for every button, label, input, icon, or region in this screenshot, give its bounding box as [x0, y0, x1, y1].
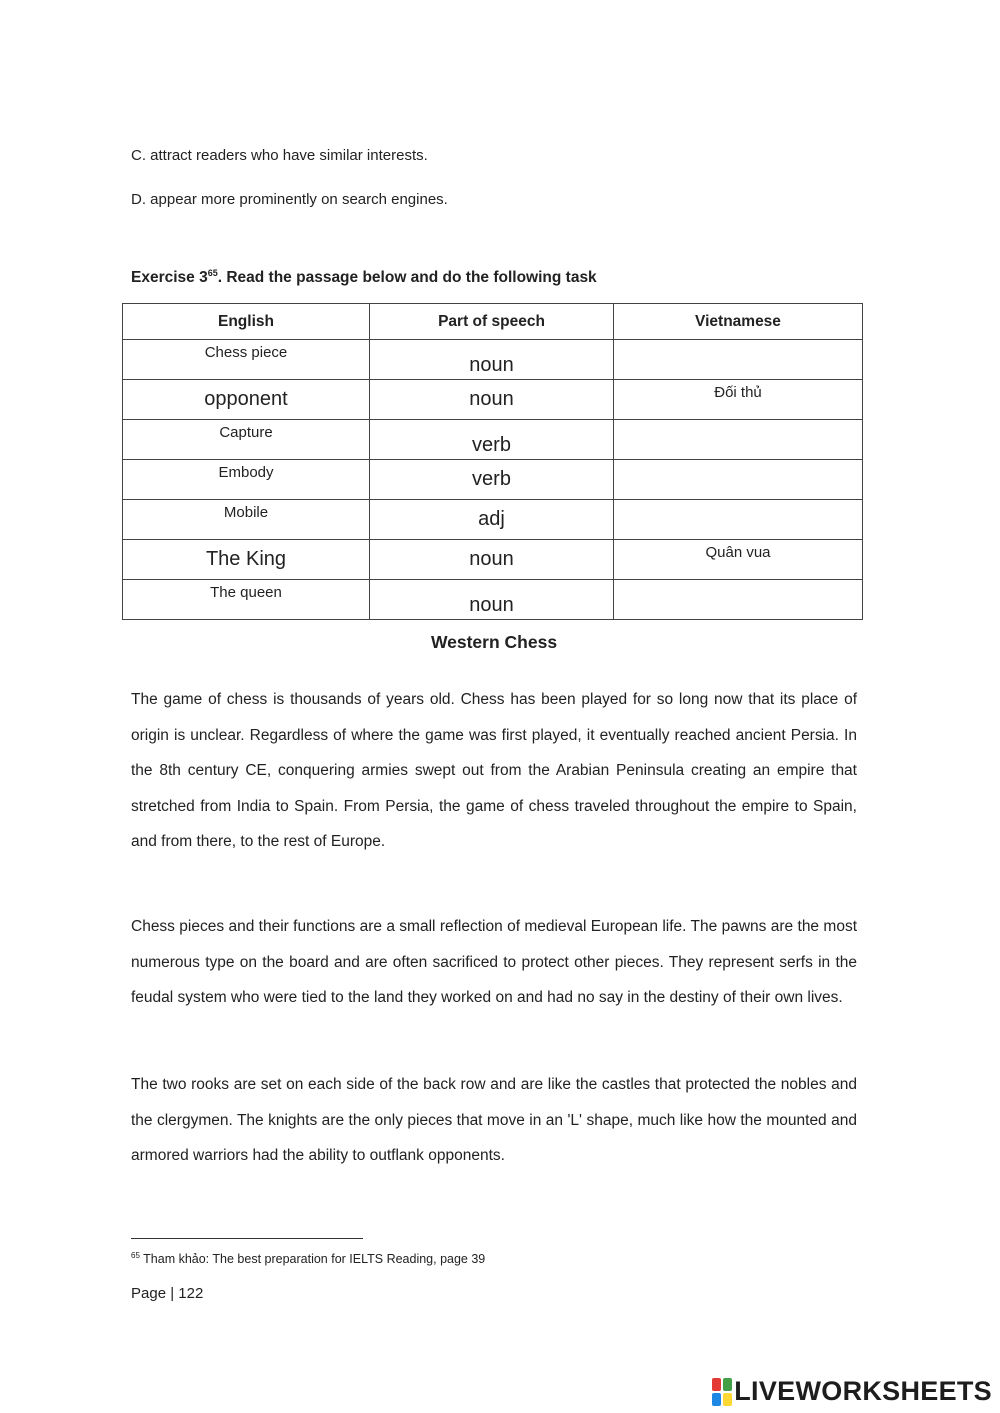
- logo-square-green: [723, 1378, 732, 1391]
- cell-english: Mobile: [123, 500, 370, 540]
- cell-part-of-speech[interactable]: verb: [370, 420, 614, 460]
- exercise-label: Exercise 3: [131, 269, 208, 287]
- table-row: [123, 500, 863, 540]
- logo-square-blue: [712, 1393, 721, 1406]
- cell-english: The queen: [123, 580, 370, 620]
- header-part-of-speech: Part of speech: [370, 304, 614, 340]
- cell-vietnamese: Quân vua: [614, 540, 863, 580]
- exercise-instruction: . Read the passage below and do the following task: [217, 269, 597, 287]
- option-c: C. attract readers who have similar interests.: [131, 147, 428, 164]
- cell-part-of-speech[interactable]: noun: [370, 580, 614, 620]
- footnote-text: Tham khảo: The best preparation for IELTS Reading, page 39: [139, 1252, 486, 1267]
- paragraph-1: The game of chess is thousands of years old. Chess has been played for so long now that its place of origin is unclear. Regardless of where the game was first played, it eventually reached ancient Persia. In the 8th century CE, conquering armies swept out from the Arabian Peninsula creating an empire that stretched from India to Spain. From Persia, the game of chess traveled throughout the empire to Spain, and from there, to the rest of Europe.: [131, 691, 857, 850]
- paragraph-3: The two rooks are set on each side of the back row and are like the castles that protected the nobles and the clergymen. The knights are the only pieces that move in an 'L' shape, much like how the mounted and armored warriors had the ability to outflank opponents.: [131, 1076, 857, 1164]
- cell-vietnamese[interactable]: [614, 340, 863, 380]
- cell-part-of-speech[interactable]: noun: [370, 380, 614, 420]
- cell-english: Chess piece: [123, 340, 370, 380]
- logo-text: LIVEWORKSHEETS: [734, 1376, 992, 1406]
- cell-english: Embody: [123, 460, 370, 500]
- header-vietnamese: Vietnamese: [614, 304, 863, 340]
- cell-english[interactable]: opponent: [123, 380, 370, 420]
- table-row: [123, 540, 863, 580]
- table-row: [123, 460, 863, 500]
- cell-vietnamese[interactable]: [614, 420, 863, 460]
- footnote-number: 65: [131, 1251, 140, 1260]
- option-d: D. appear more prominently on search engines.: [131, 191, 448, 208]
- header-english: English: [123, 304, 370, 340]
- cell-vietnamese[interactable]: [614, 500, 863, 540]
- exercise-title: [131, 268, 597, 287]
- logo-square-red: [712, 1378, 721, 1391]
- cell-vietnamese: Đối thủ: [614, 380, 863, 420]
- page-number: Page | 122: [131, 1285, 204, 1302]
- footnote: [131, 1251, 485, 1266]
- cell-vietnamese[interactable]: [614, 580, 863, 620]
- cell-english[interactable]: The King: [123, 540, 370, 580]
- liveworksheets-logo: [712, 1376, 992, 1407]
- cell-english: Capture: [123, 420, 370, 460]
- table-row: [123, 340, 863, 380]
- table-row: [123, 580, 863, 620]
- table-row: [123, 380, 863, 420]
- table-row: [123, 420, 863, 460]
- cell-part-of-speech[interactable]: noun: [370, 540, 614, 580]
- cell-vietnamese[interactable]: [614, 460, 863, 500]
- cell-part-of-speech[interactable]: noun: [370, 340, 614, 380]
- logo-square-yellow: [723, 1393, 732, 1406]
- table-header-row: [123, 304, 863, 340]
- liveworksheets-icon: [712, 1378, 732, 1406]
- cell-part-of-speech[interactable]: adj: [370, 500, 614, 540]
- footnote-divider: [131, 1238, 363, 1239]
- vocabulary-table: [122, 303, 863, 620]
- passage-title: Western Chess: [430, 632, 558, 652]
- paragraph-2: Chess pieces and their functions are a small reflection of medieval European life. The pawns are the most numerous type on the board and are often sacrificed to protect other pieces. They represent serfs in the feudal system who were tied to the land they worked on and had no say in the destiny of their own lives.: [131, 918, 857, 1006]
- cell-part-of-speech[interactable]: verb: [370, 460, 614, 500]
- exercise-footnote-ref: 65: [207, 268, 218, 278]
